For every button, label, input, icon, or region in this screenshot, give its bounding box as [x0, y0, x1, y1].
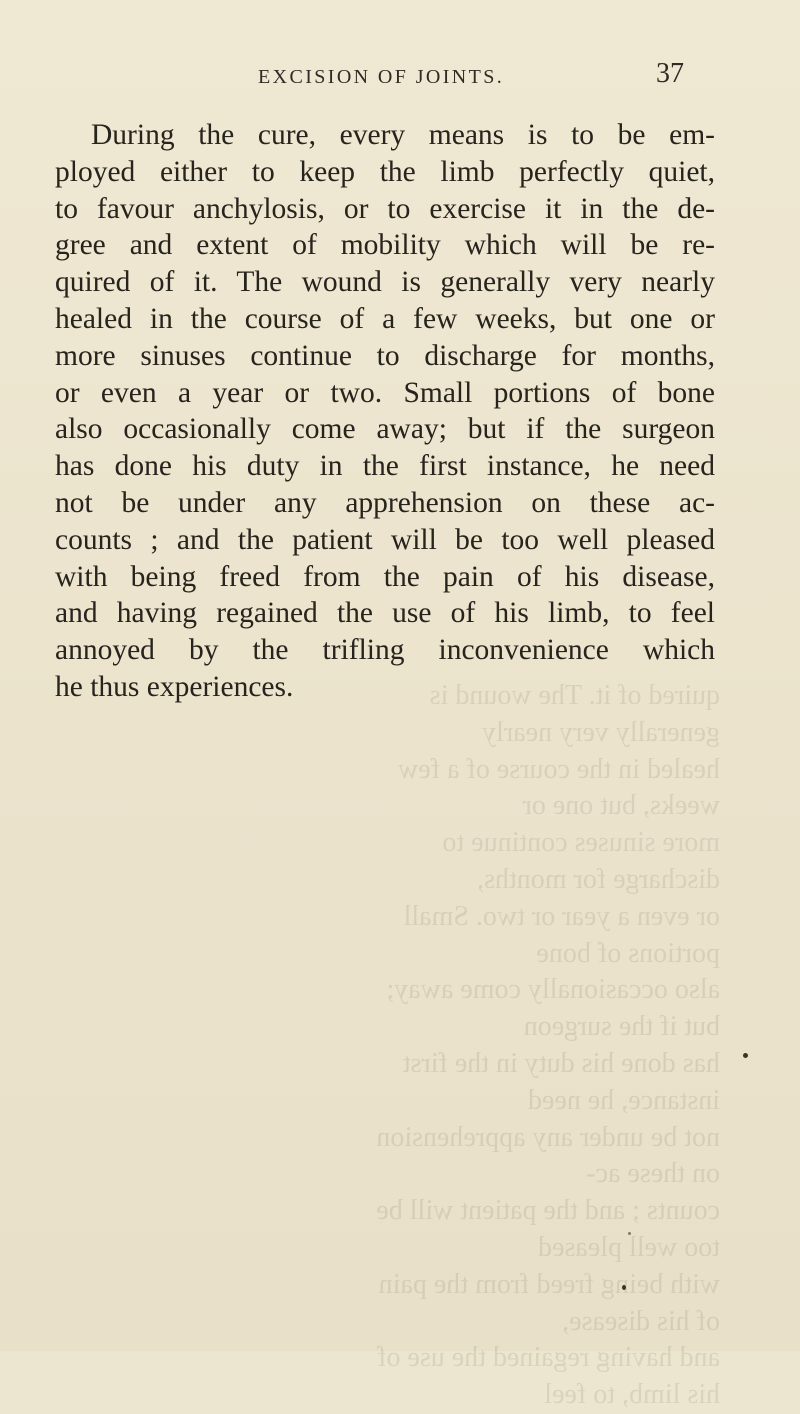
show-through-line: quired of it. The wound is generally very nearly: [429, 680, 720, 748]
show-through-line: with being freed from the pain of his disease,: [378, 1268, 720, 1337]
text-line: not be under any apprehension on these ac-: [55, 486, 715, 519]
text-line: annoyed by the trifling inconvenience which: [55, 634, 715, 667]
show-through-line: counts ; and the patient will be too well pleased: [376, 1195, 720, 1263]
paper-speck: [622, 1285, 626, 1290]
show-through-line: has done his duty in the first instance, he need: [402, 1047, 720, 1116]
text-line: ployed either to keep the limb perfectly quiet,: [55, 155, 715, 188]
text-line: to favour anchylosis, or to exercise it in the de-: [55, 192, 715, 225]
text-line: he thus experiences.: [55, 670, 294, 703]
text-line: or even a year or two. Small portions of bone: [55, 376, 715, 409]
show-through-line: more sinuses continue to discharge for months,: [442, 827, 720, 895]
show-through: [360, 678, 720, 1411]
show-through-line: not be under any apprehension on these ac-: [376, 1121, 720, 1190]
body-paragraph: [55, 117, 715, 706]
page-number: 37: [656, 58, 684, 89]
text-line: with being freed from the pain of his disease,: [55, 560, 715, 593]
show-through-line: healed in the course of a few weeks, but one or: [398, 753, 720, 822]
show-through-line: also occasionally come away; but if the surgeon: [386, 974, 720, 1043]
text-line: During the cure, every means is to be em-: [91, 119, 715, 151]
paper-speck: [628, 1232, 631, 1235]
paper-speck: [743, 1053, 748, 1058]
text-line: healed in the course of a few weeks, but one or: [55, 302, 715, 335]
text-line: quired of it. The wound is generally very nearly: [55, 266, 715, 299]
text-line: has done his duty in the first instance, he need: [55, 450, 715, 483]
text-line: gree and extent of mobility which will be re-: [55, 229, 715, 262]
text-line: and having regained the use of his limb, to feel: [55, 597, 715, 630]
text-line: more sinuses continue to discharge for months,: [55, 339, 715, 372]
show-through-line: or even a year or two. Small portions of bone: [403, 900, 720, 969]
show-through-line: and having regained the use of his limb, to feel: [377, 1342, 720, 1411]
text-line: counts ; and the patient will be too well pleased: [55, 523, 715, 556]
text-line: also occasionally come away; but if the surgeon: [55, 413, 715, 446]
running-head: EXCISION OF JOINTS.: [258, 66, 505, 88]
